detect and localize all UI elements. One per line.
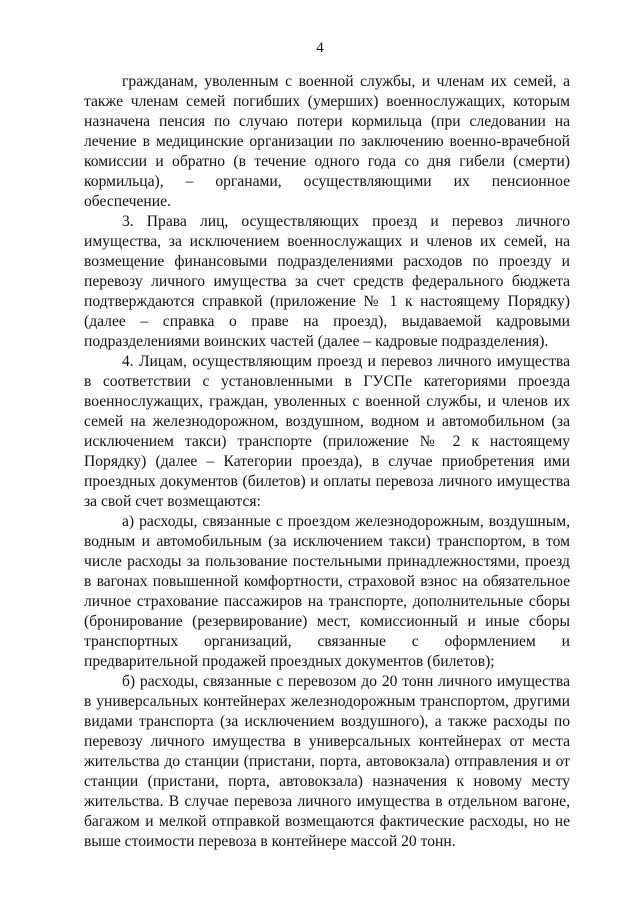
paragraph-item-3: 3. Права лиц, осуществляющих проезд и перевоз личного имущества, за исключением военнослужащих и членов их семей, на возмещение финансовыми подразделениями расходов по проезду и перевозу личного имущества за счет средств федерального бюджета подтверждаются справкой (приложение № 1 к настоящему Порядку) (далее – справка о праве на проезд), выдаваемой кадровыми подразделениями воинских частей (далее – кадровые подразделения). [84, 213, 570, 350]
document-body [84, 72, 570, 852]
paragraph-item-4: 4. Лицам, осуществляющим проезд и перевоз личного имущества в соответствии с установленными в ГУСПе категориями проезда военнослужащих, граждан, уволенных с военной службы, и членов их семей на железнодорожном, воздушном, водном и автомобильном (за исключением такси) транспорте (приложение № 2 к настоящему Порядку) (далее – Категории проезда), в случае приобретения ими проездных документов (билетов) и оплаты перевоза личного имущества за свой счет возмещаются: [84, 353, 570, 510]
paragraph-continuation: гражданам, уволенным с военной службы, и членам их семей, а также членам семей погибших (умерших) военнослужащих, которым назначена пенсия по случаю потери кормильца (при следовании на лечение в медицинские организации по заключению военно-врачебной комиссии и обратно (в течение одного года со дня гибели (смерти) кормильца), – органами, осуществляющими их пенсионное обеспечение. [84, 73, 570, 210]
paragraph-subitem-b: б) расходы, связанные с перевозом до 20 тонн личного имущества в универсальных контейнерах железнодорожным транспортом, другими видами транспорта (за исключением воздушного), а также расходы по перевозу личного имущества в универсальных контейнерах от места жительства до станции (пристани, порта, автовокзала) отправления и от станции (пристани, порта, автовокзала) назначения к новому месту жительства. В случае перевоза личного имущества в отдельном вагоне, багажом и мелкой отправкой возмещаются фактические расходы, но не выше стоимости перевоза в контейнере массой 20 тонн. [84, 673, 570, 850]
page-number: 4 [316, 40, 324, 56]
paragraph-subitem-a: а) расходы, связанные с проездом железнодорожным, воздушным, водным и автомобильным (за исключением такси) транспортом, в том числе расходы за пользование постельными принадлежностями, проезд в вагонах повышенной комфортности, страховой взнос на обязательное личное страхование пассажиров на транспорте, дополнительные сборы (бронирование (резервирование) мест, комиссионный и иные сборы транспортных организаций, связанные с оформлением и предварительной продажей проездных документов (билетов); [84, 513, 570, 670]
